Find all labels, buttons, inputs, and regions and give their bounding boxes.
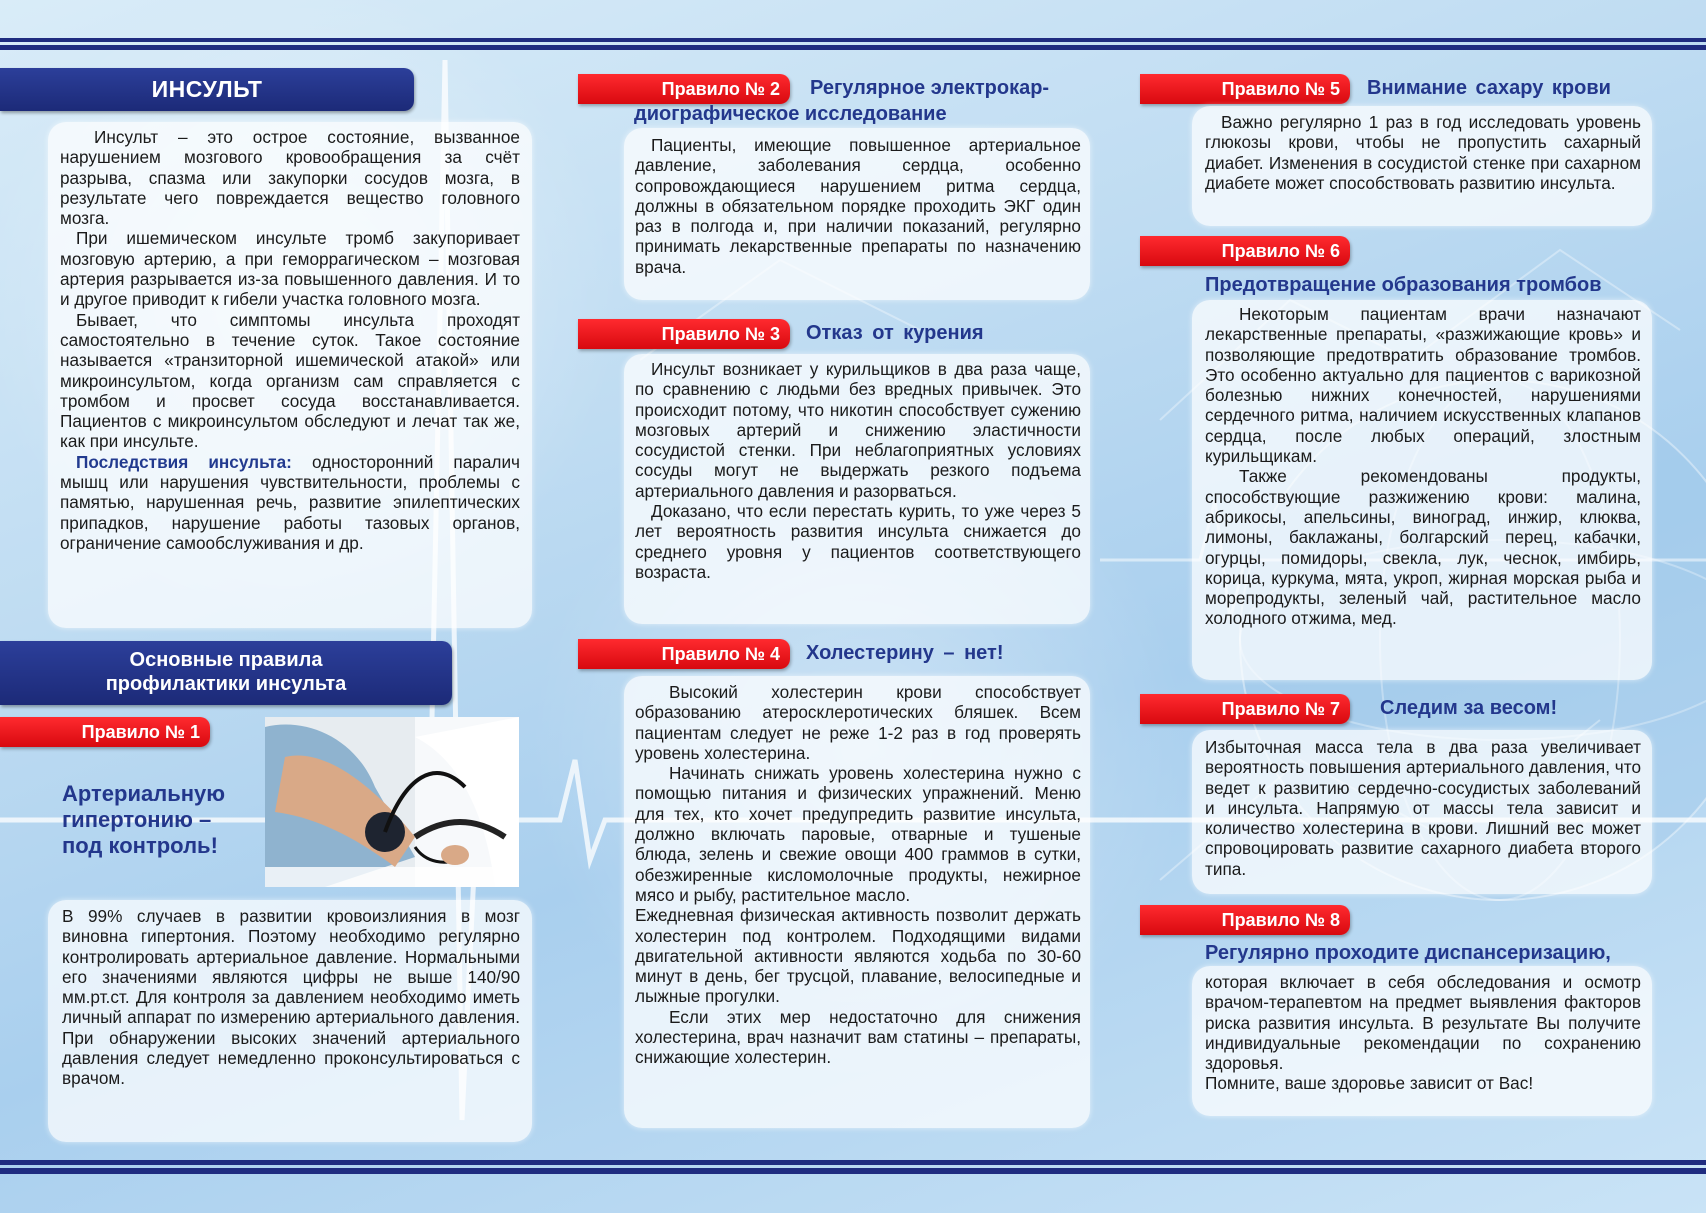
rule6-label-text: Правило № 6 (1221, 241, 1340, 261)
rule6-paragraph: Некоторым пациентам врачи назначают лекарственные препараты, «разжижающие кровь» и позволяющие предотвратить образование тромбов. Это особенно актуально для пациентов с варикозной болезнью нижних конечностей, нарушениями сердечного ритма, наличием искусственных клапанов сердца, после любых операций, злостным курильщикам. (1205, 304, 1641, 467)
rule1-title-line: Артериальную (62, 781, 226, 806)
rule7-paragraph: Избыточная масса тела в два раза увеличивает вероятность повышения артериального давления, что ведет к развитию сердечно-сосудистых заболеваний и инсульта. Напрямую от массы тела зависит и количество холестерина в крови. Лишний вес может спровоцировать развитие сахарного диабета второго типа. (1205, 737, 1641, 879)
rule4-paragraph: Если этих мер недостаточно для снижения холестерина, врач назначит вам статины – препараты, снижающие холестерин. (635, 1006, 1081, 1068)
intro-paragraph: При ишемическом инсульте тромб закупоривает мозговую артерию, а при геморрагическом – мозговая артерия разрывается из-за повышенного давления. И то и другое приводит к гибели участка головного мозга. (60, 228, 520, 310)
rules-header-line2: профилактики инсульта (105, 673, 347, 695)
rule2-title-line: Регулярное электрокар- (810, 77, 1050, 99)
rule1-title-line: под контроль! (62, 833, 218, 858)
rule5-text (1205, 112, 1641, 193)
consequences-text: односторонний паралич мышц или нарушения чувствительности, проблемы с памятью, нарушенная речь, развитие эпилептических припадков, нарушение работы тазовых органов, ограничение самообслуживания и др. (60, 451, 520, 553)
rule5-label-text: Правило № 5 (1221, 79, 1340, 99)
rule1-text (62, 906, 520, 1089)
rule8-label (1140, 905, 1350, 935)
rule6-text (1205, 304, 1641, 629)
intro-text (60, 127, 520, 553)
rule6-paragraph: Также рекомендованы продукты, способствующие разжижению крови: малина, абрикосы, апельсины, виноград, инжир, клюква, лимоны, баклажаны, болгарский перец, кабачки, огурцы, помидоры, свекла, лук, чеснок, имбирь, корица, куркума, мята, укроп, жирная морская рыба и морепродукты, зеленый чай, растительное масло холодного отжима, мед. (1205, 466, 1641, 629)
rules-header (0, 641, 452, 705)
intro-paragraph: Инсульт – это острое состояние, вызванное нарушением мозгового кровообращения за счёт разрыва, спазма или закупорки сосудов мозга, в результате чего повреждается вещество головного мозга. (60, 127, 520, 229)
rule8-paragraph: Помните, ваше здоровье зависит от Вас! (1205, 1073, 1534, 1094)
rules-header-line1: Основные правила (129, 649, 323, 671)
rule7-text (1205, 737, 1641, 879)
rule5-title: Внимание сахару крови (1367, 77, 1611, 99)
rule1-label-text: Правило № 1 (81, 722, 200, 742)
rule3-paragraph: Доказано, что если перестать курить, то уже через 5 лет вероятность развития инсульта снижается до среднего уровня у пациентов соответствующего возраста. (635, 501, 1081, 582)
rule5-label (1140, 74, 1350, 104)
rule4-title: Холестерину – нет! (806, 642, 1004, 664)
stroke-header-text: ИНСУЛЬТ (151, 76, 263, 102)
rule6-label (1140, 236, 1350, 266)
rule2-label-text: Правило № 2 (661, 79, 780, 99)
rule3-title: Отказ от курения (806, 322, 984, 344)
rule4-label (578, 639, 790, 669)
rule1-label (0, 717, 210, 747)
rule1-title-line: гипертонию – (62, 807, 212, 832)
rule4-label-text: Правило № 4 (661, 644, 780, 664)
consequences-paragraph (60, 452, 520, 553)
rule4-paragraph: Ежедневная физическая активность позволит держать холестерин под контролем. Подходящими видами двигательной активности являются ходьба по 30-60 минут в день, бег трусцой, плавание, велосипедные и лыжные прогулки. (635, 905, 1081, 1007)
consequences-label: Последствия инсульта: (76, 451, 292, 472)
rule3-label-text: Правило № 3 (661, 324, 780, 344)
rule1-title (62, 781, 225, 859)
rule6-title: Предотвращение образования тромбов (1205, 274, 1602, 296)
rule2-paragraph: Пациенты, имеющие повышенное артериальное давление, заболевания сердца, особенно сопровождающиеся нарушением ритма сердца, должны в обязательном порядке проходить ЭКГ один раз в полгода и, при наличии показаний, регулярно принимать лекарственные препараты по назначению врача. (635, 135, 1081, 277)
rule2-title-line: диографическое исследование (634, 103, 947, 125)
rule3-text (635, 359, 1081, 582)
rule3-paragraph: Инсульт возникает у курильщиков в два раза чаще, по сравнению с людьми без вредных привычек. Это происходит потому, что никотин способствует сужению мозговых артерий и снижению эластичности сосудистой стенки. При неблагоприятных условиях сосуды могут не выдержать резкого подъема артериального давления и разорваться. (635, 359, 1081, 501)
bottom-band (0, 1160, 1706, 1174)
rule8-title: Регулярно проходите диспансеризацию, (1205, 942, 1611, 964)
rule7-label (1140, 694, 1350, 724)
rule3-label (578, 319, 790, 349)
stroke-header (0, 68, 414, 111)
blood-pressure-photo (265, 717, 519, 887)
rule2-text (635, 135, 1081, 277)
rule1-paragraph: В 99% случаев в развитии кровоизлияния в мозг виновна гипертония. Поэтому необходимо регулярно контролировать артериальное давление. Нормальными его значениями являются цифры не выше 140/90 мм.рт.ст. Для контроля за давлением необходимо иметь личный аппарат по измерению артериального давления. При обнаружении высоких значений артериального давления следует немедленно проконсультироваться с врачом. (62, 906, 520, 1089)
rule4-paragraph: Высокий холестерин крови способствует образованию атеросклеротических бляшек. Всем пациентам следует не реже 1-2 раз в год проверять уровень холестерина. (635, 682, 1081, 763)
rule8-text (1205, 972, 1641, 1094)
rule7-title: Следим за весом! (1380, 697, 1558, 719)
rule4-paragraph: Начинать снижать уровень холестерина нужно с помощью питания и физических упражнений. Меню для тех, кто хочет предупредить развитие инсульта, должно включать паровые, отварные и тушеные блюда, зелень и свежие овощи 400 граммов в сутки, обезжиренные кисломолочные продукты, нежирное мясо и рыбу, растительное масло. (635, 763, 1081, 905)
rule7-label-text: Правило № 7 (1221, 699, 1340, 719)
rule4-text (635, 682, 1081, 1068)
rule8-label-text: Правило № 8 (1221, 910, 1340, 930)
rule2-title (634, 75, 1084, 127)
intro-paragraph: Бывает, что симптомы инсульта проходят самостоятельно в течение суток. Такое состояние называется «транзиторной ишемической атакой» или микроинсультом, когда организм сам справляется с тромбом и просвет сосуда восстанавливается. Пациентов с микроинсультом обследуют и лечат так же, как при инсульте. (60, 309, 520, 452)
top-band (0, 38, 1706, 50)
rule8-paragraph: которая включает в себя обследования и осмотр врачом-терапевтом на предмет выявления факторов риска развития инсульта. В результате Вы получите индивидуальные рекомендации по сохранению здоровья. (1205, 972, 1641, 1074)
rule5-paragraph: Важно регулярно 1 раз в год исследовать уровень глюкозы крови, чтобы не пропустить сахарный диабет. Изменения в сосудистой стенке при сахарном диабете может способствовать развитию инсульта. (1205, 112, 1641, 193)
